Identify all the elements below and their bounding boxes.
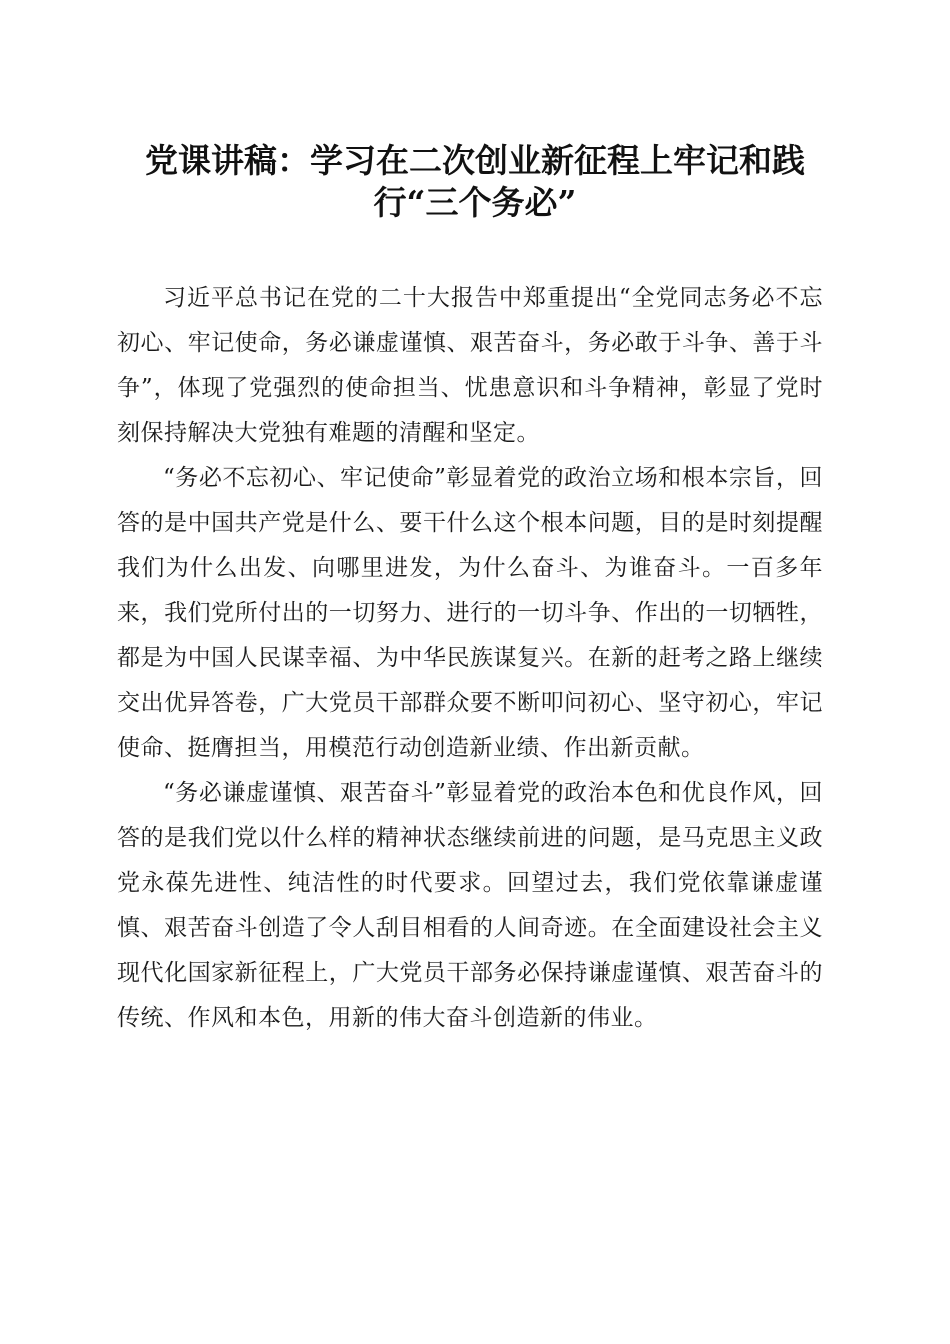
title-line-1: 党课讲稿：学习在二次创业新征程上牢记和践 xyxy=(145,141,805,180)
title-line-2: 行“三个务必” xyxy=(373,183,577,222)
paragraph-2: “务必不忘初心、牢记使命”彰显着党的政治立场和根本宗旨，回答的是中国共产党是什么、要干什么这个根本问题，目的是时刻提醒我们为什么出发、向哪里进发，为什么奋斗、为谁奋斗。一百多年来，我们党所付出的一切努力、进行的一切斗争、作出的一切牺牲，都是为中国人民谋幸福、为中华民族谋复兴。在新的赶考之路上继续交出优异答卷，广大党员干部群众要不断叩问初心、坚守初心，牢记使命、挺膺担当，用模范行动创造新业绩、作出新贡献。 xyxy=(117,465,823,761)
paragraph-3: “务必谦虚谨慎、艰苦奋斗”彰显着党的政治本色和优良作风，回答的是我们党以什么样的精神状态继续前进的问题，是马克思主义政党永葆先进性、纯洁性的时代要求。回望过去，我们党依靠谦虚谨慎、艰苦奋斗创造了令人刮目相看的人间奇迹。在全面建设社会主义现代化国家新征程上，广大党员干部务必保持谦虚谨慎、艰苦奋斗的传统、作风和本色，用新的伟大奋斗创造新的伟业。 xyxy=(117,780,823,1031)
paragraph-1: 习近平总书记在党的二十大报告中郑重提出“全党同志务必不忘初心、牢记使命，务必谦虚谨慎、艰苦奋斗，务必敢于斗争、善于斗争”，体现了党强烈的使命担当、忧患意识和斗争精神，彰显了党时刻保持解决大党独有难题的清醒和坚定。 xyxy=(117,285,823,446)
document-title xyxy=(100,140,850,224)
document-body xyxy=(117,276,823,1041)
